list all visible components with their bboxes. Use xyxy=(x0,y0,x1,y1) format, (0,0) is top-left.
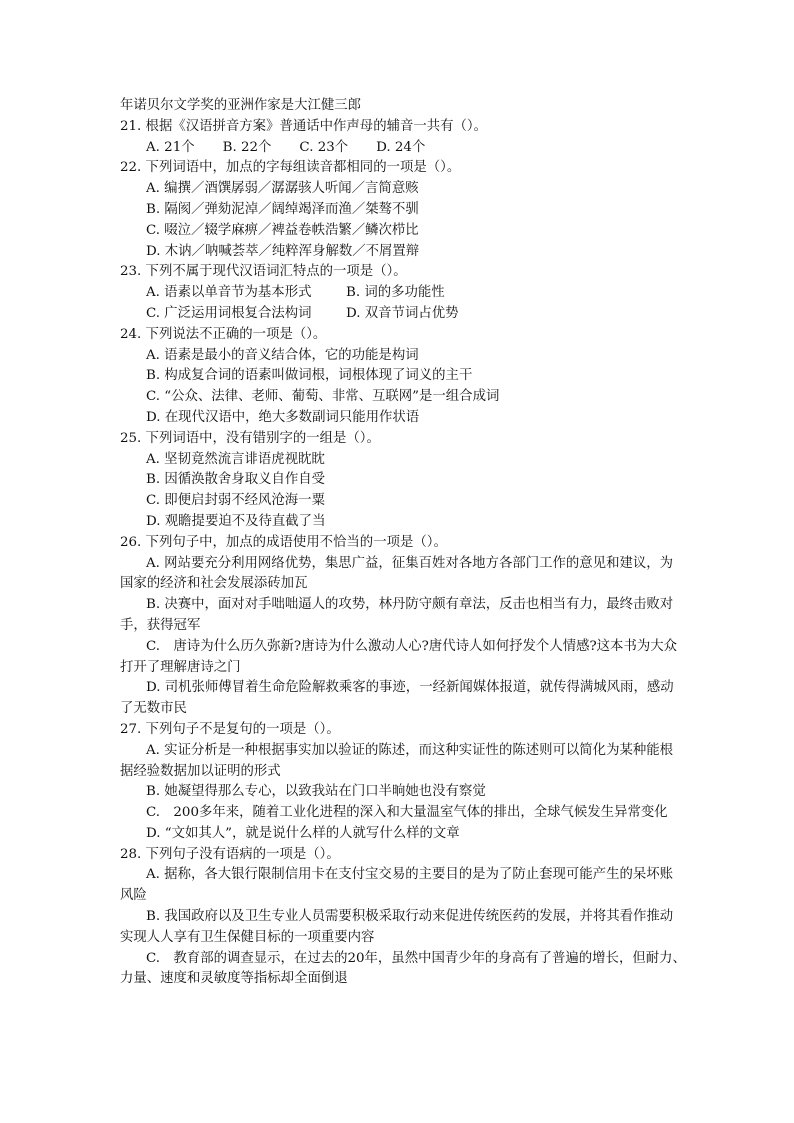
document-page xyxy=(120,96,686,990)
intro-line: 年诺贝尔文学奖的亚洲作家是大江健三郎 xyxy=(120,98,362,113)
question-stem: 24. 下列说法不正确的一项是（）。 xyxy=(120,326,327,342)
question-stem: 28. 下列句子没有语病的一项是（）。 xyxy=(120,846,340,862)
option-item: C. 23个 xyxy=(299,139,349,155)
option-paragraph: C. 教育部的调查显示，在过去的20年，虽然中国青少年的身高有了普遍的增长，但耐力、力量、速度和灵敏度等指标却全面倒退 xyxy=(120,950,686,987)
option-paragraph: C. 200多年来，随着工业化进程的深入和大量温室气体的排出，全球气候发生异常变化 xyxy=(146,805,668,821)
option-item: A. 语素以单音节为基本形式 xyxy=(146,285,312,301)
option-item: C. 广泛运用词根复合法构词 xyxy=(146,305,312,321)
option-line: A. 语素是最小的音义结合体，它的功能是构词 xyxy=(146,347,419,363)
option-line: A. 坚韧竟然流言诽语虎视眈眈 xyxy=(146,451,325,467)
option-line: C. 即便启封弱不经风沧海一粟 xyxy=(146,493,325,509)
option-paragraph: A. 实证分析是一种根据事实加以验证的陈述，而这种实证性的陈述则可以简化为某种能根据经验数据加以证明的形式 xyxy=(120,742,674,779)
option-item: D. 24个 xyxy=(376,139,426,155)
option-line: D. 观瞻提要迫不及待直截了当 xyxy=(146,513,326,529)
option-paragraph: A. 网站要充分利用网络优势，集思广益，征集百姓对各地方各部门工作的意见和建议，为国家的经济和社会发展添砖加瓦 xyxy=(120,555,674,592)
options-row xyxy=(120,283,686,304)
option-line: B. 隔阂／弹劾泥淖／阔绰竭泽而渔／桀骜不驯 xyxy=(146,201,419,217)
options-row xyxy=(120,138,686,159)
option-line: B. 因循涣散舍身取义自作自受 xyxy=(146,472,326,488)
option-line: B. 构成复合词的语素叫做词根，词根体现了词义的主干 xyxy=(146,368,473,384)
options-row xyxy=(120,304,686,325)
question-stem: 23. 下列不属于现代汉语词汇特点的一项是（）。 xyxy=(120,264,407,280)
option-line: C. 啜泣／辍学麻痹／裨益卷帙浩繁／鳞次栉比 xyxy=(146,222,419,238)
question-stem: 26. 下列句子中，加点的成语使用不恰当的一项是（）。 xyxy=(120,534,447,550)
option-paragraph: A. 据称，各大银行限制信用卡在支付宝交易的主要目的是为了防止套现可能产生的呆坏账风险 xyxy=(120,867,674,904)
option-item: B. 词的多功能性 xyxy=(346,285,445,301)
option-paragraph: D. 司机张师傅冒着生命危险解救乘客的事迹，一经新闻媒体报道，就传得满城风雨，感动了无数市民 xyxy=(120,680,674,717)
option-paragraph: D. “文如其人”，就是说什么样的人就写什么样的文章 xyxy=(146,825,460,841)
option-line: D. 木讷／呐喊荟萃／纯粹浑身解数／不屑置辩 xyxy=(146,243,420,259)
question-stem: 22. 下列词语中，加点的字每组读音都相同的一项是（）。 xyxy=(120,160,461,176)
option-item: A. 21个 xyxy=(146,139,195,155)
option-item: D. 双音节词占优势 xyxy=(346,305,459,321)
question-stem: 21. 根据《汉语拼音方案》普通话中作声母的辅音一共有（）。 xyxy=(120,118,488,134)
option-item: B. 22个 xyxy=(222,139,272,155)
question-stem: 27. 下列句子不是复句的一项是（）。 xyxy=(120,721,340,737)
option-paragraph: B. 决赛中，面对对手咄咄逼人的攻势，林丹防守颇有章法，反击也相当有力，最终击败对手，获得冠军 xyxy=(120,597,674,633)
option-line: C. “公众、法律、老师、葡萄、非常、互联网”是一组合成词 xyxy=(146,389,500,405)
question-stem: 25. 下列词语中，没有错别字的一组是（）。 xyxy=(120,430,380,446)
option-line: D. 在现代汉语中，绝大多数副词只能用作状语 xyxy=(146,409,420,425)
option-paragraph: C. 唐诗为什么历久弥新?唐诗为什么激动人心?唐代诗人如何抒发个人情感?这本书为大众打开了理解唐诗之门 xyxy=(120,638,678,675)
option-paragraph: B. 她凝望得那么专心，以致我站在门口半晌她也没有察觉 xyxy=(146,784,486,800)
option-paragraph: B. 我国政府以及卫生专业人员需要积极采取行动来促进传统医药的发展，并将其看作推动实现人人享有卫生保健目标的一项重要内容 xyxy=(120,909,674,945)
option-line: A. 编撰／酒馔孱弱／潺潺骇人听闻／言简意赅 xyxy=(146,181,419,197)
